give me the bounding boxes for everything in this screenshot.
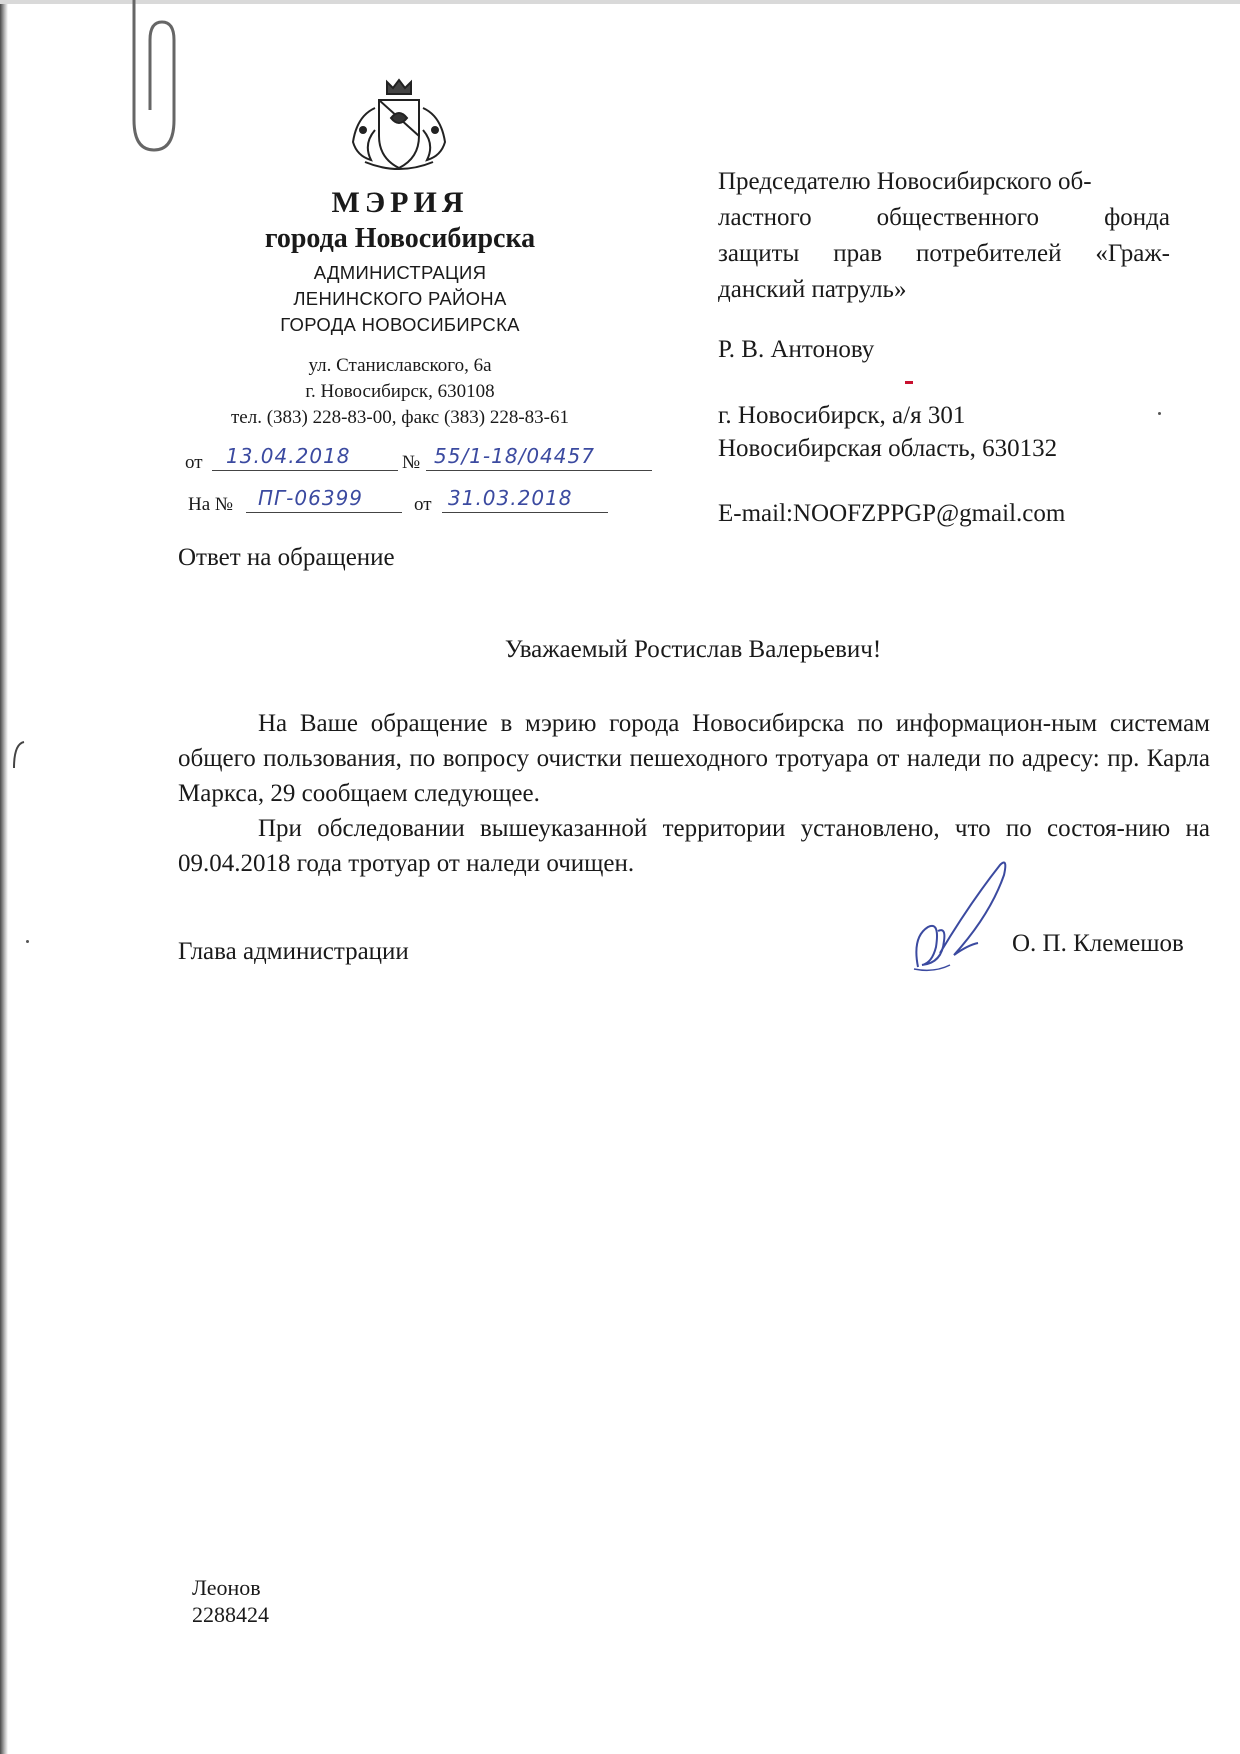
signatory-title: Глава администрации	[178, 938, 409, 965]
body-paragraph-1	[178, 706, 1210, 811]
scan-mark	[10, 740, 28, 770]
org-district-line: ЛЕНИНСКОГО РАЙОНА	[293, 288, 507, 309]
recipient-region: Новосибирская область, 630132	[718, 435, 1058, 462]
recipient-title-line-4: данский патруль»	[718, 276, 907, 303]
org-city: города Новосибирска	[264, 223, 536, 254]
org-name: МЭРИЯ	[331, 186, 469, 219]
body-paragraph-2	[178, 811, 1210, 881]
reply-number-line	[246, 486, 402, 513]
org-street: ул. Станиславского, 6а	[308, 355, 492, 376]
ref-number-label: №	[402, 452, 421, 473]
org-phone-fax: тел. (383) 228-83-00, факс (383) 228-83-61	[230, 407, 570, 428]
paperclip-icon	[120, 0, 188, 160]
scan-dot	[26, 940, 29, 943]
recipient-name: Р. В. Антонову	[718, 336, 875, 363]
ref-date-line	[212, 444, 398, 471]
reply-from-label: от	[414, 494, 432, 515]
ref-number: 55/1-18/04457	[434, 444, 595, 468]
recipient-title-line-1: Председателю Новосибирского об-	[718, 168, 1092, 195]
reply-number: ПГ-06399	[258, 486, 364, 510]
recipient-title-line-2: ластного общественного фонда	[718, 204, 1170, 231]
performer-phone: 2288424	[192, 1602, 269, 1627]
recipient-title-line-3: защиты прав потребителей «Граж-	[718, 240, 1170, 267]
body-paragraph-1-text: На Ваше обращение в мэрию города Новосибирска по информацион-ным системам общего пользования, по вопросу очистки пешеходного тротуара от наледи по адресу: пр. Карла Маркса, 29 сообщаем следующее.	[178, 710, 1210, 807]
org-postal: г. Новосибирск, 630108	[305, 381, 495, 402]
subject-line: Ответ на обращение	[178, 544, 395, 571]
org-admin-line: АДМИНИСТРАЦИЯ	[313, 262, 487, 283]
signatory-name: О. П. Клемешов	[1012, 930, 1184, 957]
ref-number-line	[426, 444, 652, 471]
reply-label: На №	[188, 494, 234, 515]
recipient-address: г. Новосибирск, а/я 301	[718, 402, 966, 429]
body-paragraph-2-text: При обследовании вышеуказанной территории установлено, что по состоя-нию на 09.04.2018 года тротуар от наледи очищен.	[178, 815, 1210, 877]
scan-dot	[1158, 412, 1161, 415]
performer-name: Леонов	[192, 1575, 261, 1600]
reply-date: 31.03.2018	[448, 486, 573, 510]
ref-from-label: от	[185, 452, 203, 473]
reply-date-line	[442, 486, 608, 513]
coat-of-arms-emblem	[345, 78, 453, 178]
greeting: Уважаемый Ростислав Валерьевич!	[504, 636, 882, 663]
org-city-line: ГОРОДА НОВОСИБИРСКА	[280, 314, 520, 335]
recipient-email: E-mail:NOOFZPPGP@gmail.com	[718, 500, 1066, 527]
ref-date: 13.04.2018	[226, 444, 351, 468]
scan-edge	[0, 0, 8, 1754]
red-mark	[905, 381, 913, 384]
